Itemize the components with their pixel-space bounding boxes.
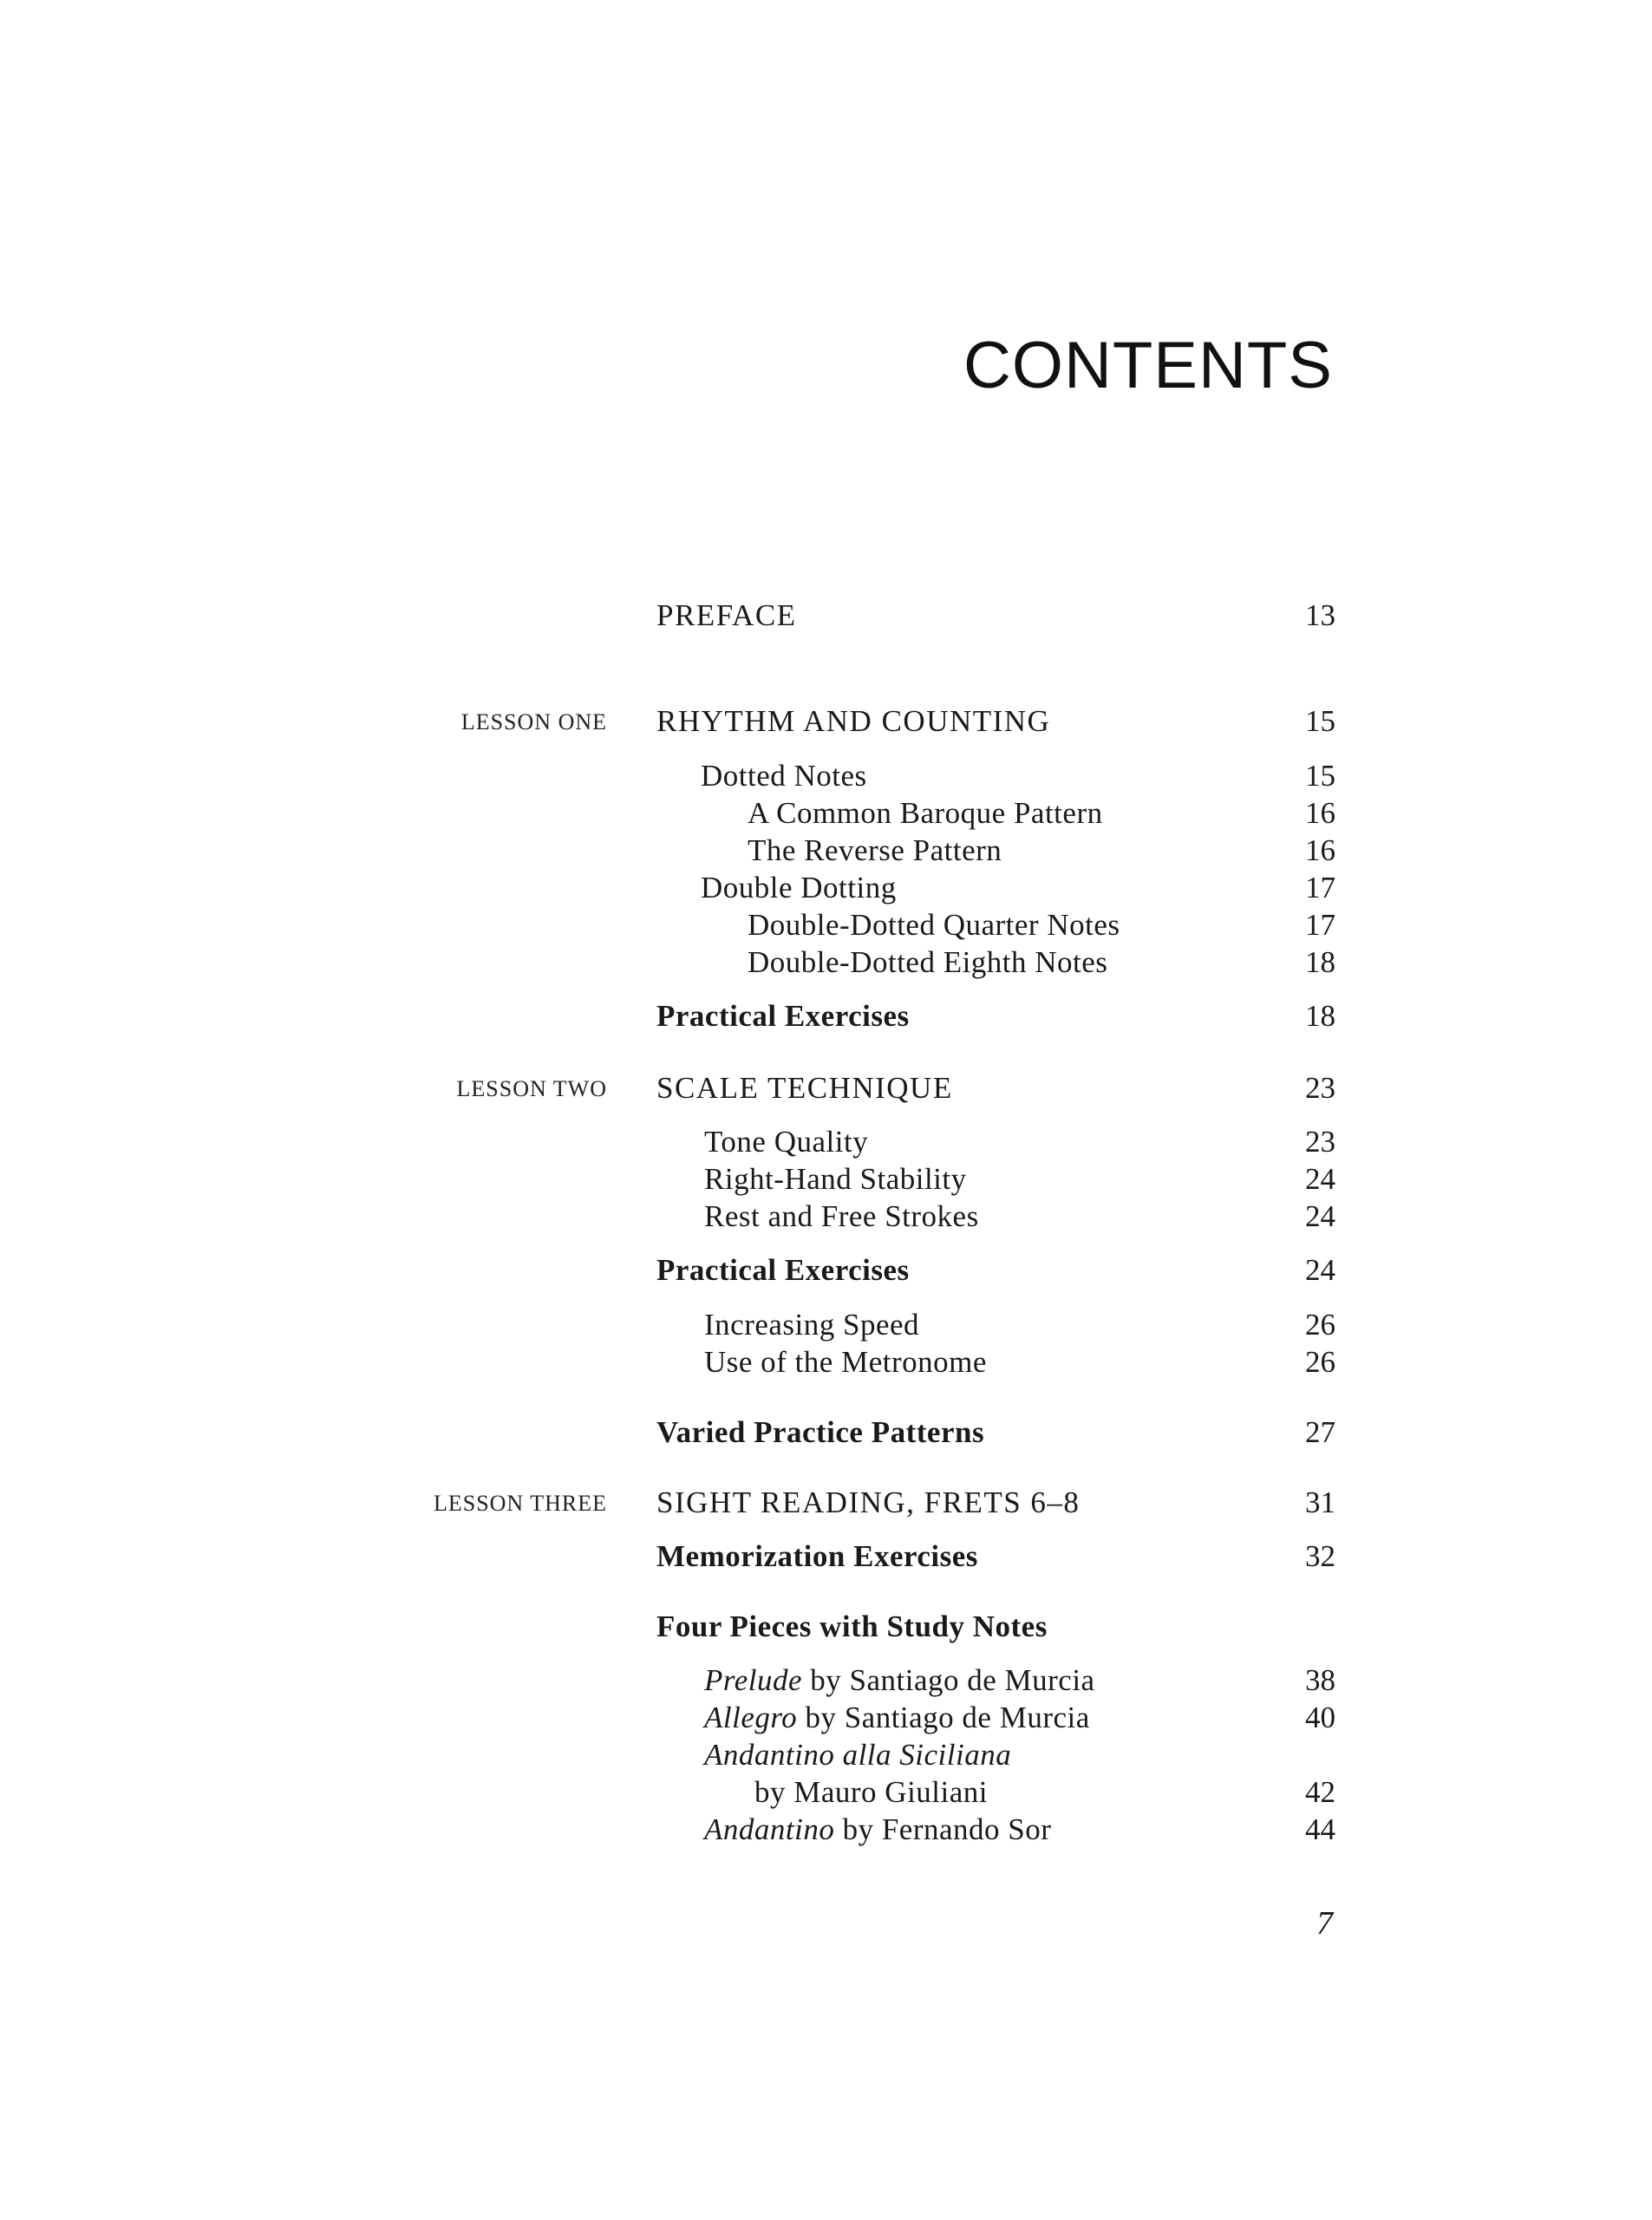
- lesson-one-title: RHYTHM AND COUNTING: [656, 704, 1051, 738]
- entry-page: 24: [1305, 1199, 1335, 1233]
- entry-page: 23: [1305, 1125, 1335, 1159]
- toc-entry-practical[interactable]: [0, 999, 1652, 1037]
- piece-title: Allegro: [704, 1701, 798, 1734]
- toc-entry-piece[interactable]: [0, 1663, 1652, 1701]
- toc-entry-piece[interactable]: [0, 1812, 1652, 1851]
- entry-text: Tone Quality: [704, 1125, 869, 1159]
- piece-composer: by Fernando Sor: [834, 1812, 1052, 1846]
- lesson-two-page: 23: [1305, 1071, 1335, 1105]
- toc-entry[interactable]: [0, 871, 1652, 909]
- toc-entry[interactable]: [0, 1345, 1652, 1383]
- piece-composer: by Santiago de Murcia: [797, 1701, 1090, 1734]
- toc-entry[interactable]: [0, 908, 1652, 946]
- entry-text: Increasing Speed: [704, 1308, 920, 1342]
- lesson-two-title: SCALE TECHNIQUE: [656, 1071, 953, 1105]
- entry-text: Practical Exercises: [656, 999, 910, 1033]
- toc-entry-practical[interactable]: [0, 1253, 1652, 1291]
- toc-entry[interactable]: [0, 1162, 1652, 1200]
- entry-page: 16: [1305, 833, 1335, 867]
- lesson-one-label: LESSON ONE: [460, 709, 607, 735]
- toc-entry-piece[interactable]: [0, 1738, 1652, 1776]
- entry-page: 40: [1305, 1701, 1335, 1734]
- entry-text: Rest and Free Strokes: [704, 1199, 979, 1233]
- entry-page: 26: [1305, 1308, 1335, 1342]
- entry-page: 17: [1305, 871, 1335, 904]
- preface-title: PREFACE: [656, 598, 797, 632]
- entry-page: 44: [1305, 1812, 1335, 1846]
- entry-page: 15: [1305, 759, 1335, 793]
- lesson-three-page: 31: [1305, 1485, 1335, 1519]
- entry-text: Use of the Metronome: [704, 1345, 987, 1379]
- preface-page: 13: [1305, 598, 1335, 632]
- entry-page: 27: [1305, 1415, 1335, 1449]
- toc-row-lesson-one[interactable]: [0, 704, 1652, 742]
- entry-text: Dotted Notes: [701, 759, 867, 793]
- entry-text: The Reverse Pattern: [748, 833, 1002, 867]
- toc-entry-memorization[interactable]: [0, 1539, 1652, 1577]
- toc-row-lesson-two[interactable]: [0, 1071, 1652, 1109]
- entry-page: 24: [1305, 1162, 1335, 1196]
- entry-page: 24: [1305, 1253, 1335, 1287]
- entry-text: [704, 1738, 1011, 1773]
- entry-text: Four Pieces with Study Notes: [656, 1610, 1048, 1643]
- lesson-three-title: SIGHT READING, FRETS 6–8: [656, 1485, 1081, 1519]
- toc-row-lesson-three[interactable]: [0, 1485, 1652, 1524]
- piece-title: Andantino: [704, 1812, 835, 1846]
- piece-composer: by Santiago de Murcia: [802, 1663, 1095, 1697]
- entry-page: 16: [1305, 796, 1335, 830]
- entry-text: [704, 1663, 1095, 1698]
- lesson-two-label: LESSON TWO: [456, 1076, 607, 1101]
- entry-page: 17: [1305, 908, 1335, 942]
- piece-composer: by Mauro Giuliani: [754, 1775, 989, 1809]
- entry-page: 32: [1305, 1539, 1335, 1573]
- entry-text: Varied Practice Patterns: [656, 1415, 985, 1449]
- entry-text: Right-Hand Stability: [704, 1162, 967, 1196]
- entry-text: A Common Baroque Pattern: [748, 796, 1103, 830]
- toc-entry[interactable]: [0, 1125, 1652, 1163]
- piece-title: Prelude: [704, 1663, 802, 1697]
- toc-entry[interactable]: [0, 796, 1652, 834]
- toc-entry[interactable]: [0, 1308, 1652, 1346]
- toc-entry[interactable]: [0, 759, 1652, 797]
- entry-text: Memorization Exercises: [656, 1539, 978, 1573]
- entry-text: Practical Exercises: [656, 1253, 910, 1287]
- entry-page: 18: [1305, 999, 1335, 1033]
- page-number: 7: [1316, 1905, 1333, 1942]
- toc-entry[interactable]: [0, 833, 1652, 872]
- entry-page: 38: [1305, 1663, 1335, 1697]
- lesson-three-label: LESSON THREE: [433, 1491, 607, 1516]
- entry-text: Double-Dotted Eighth Notes: [748, 945, 1108, 979]
- toc-entry-four-pieces[interactable]: [0, 1610, 1652, 1648]
- entry-text: Double-Dotted Quarter Notes: [748, 908, 1120, 942]
- toc-entry-piece[interactable]: [0, 1701, 1652, 1739]
- entry-page: 26: [1305, 1345, 1335, 1379]
- entry-page: 42: [1305, 1775, 1335, 1809]
- toc-entry-varied[interactable]: [0, 1415, 1652, 1453]
- toc-entry[interactable]: [0, 1199, 1652, 1237]
- toc-entry-piece-continued[interactable]: [0, 1775, 1652, 1813]
- lesson-one-page: 15: [1305, 704, 1335, 738]
- toc-row-preface[interactable]: [0, 598, 1652, 637]
- page-title: CONTENTS: [963, 329, 1333, 402]
- piece-title: Andantino alla Siciliana: [704, 1738, 1012, 1772]
- entry-text: [704, 1812, 1051, 1847]
- toc-entry[interactable]: [0, 945, 1652, 983]
- entry-text: Double Dotting: [701, 871, 897, 904]
- entry-text: [704, 1701, 1090, 1735]
- entry-page: 18: [1305, 945, 1335, 979]
